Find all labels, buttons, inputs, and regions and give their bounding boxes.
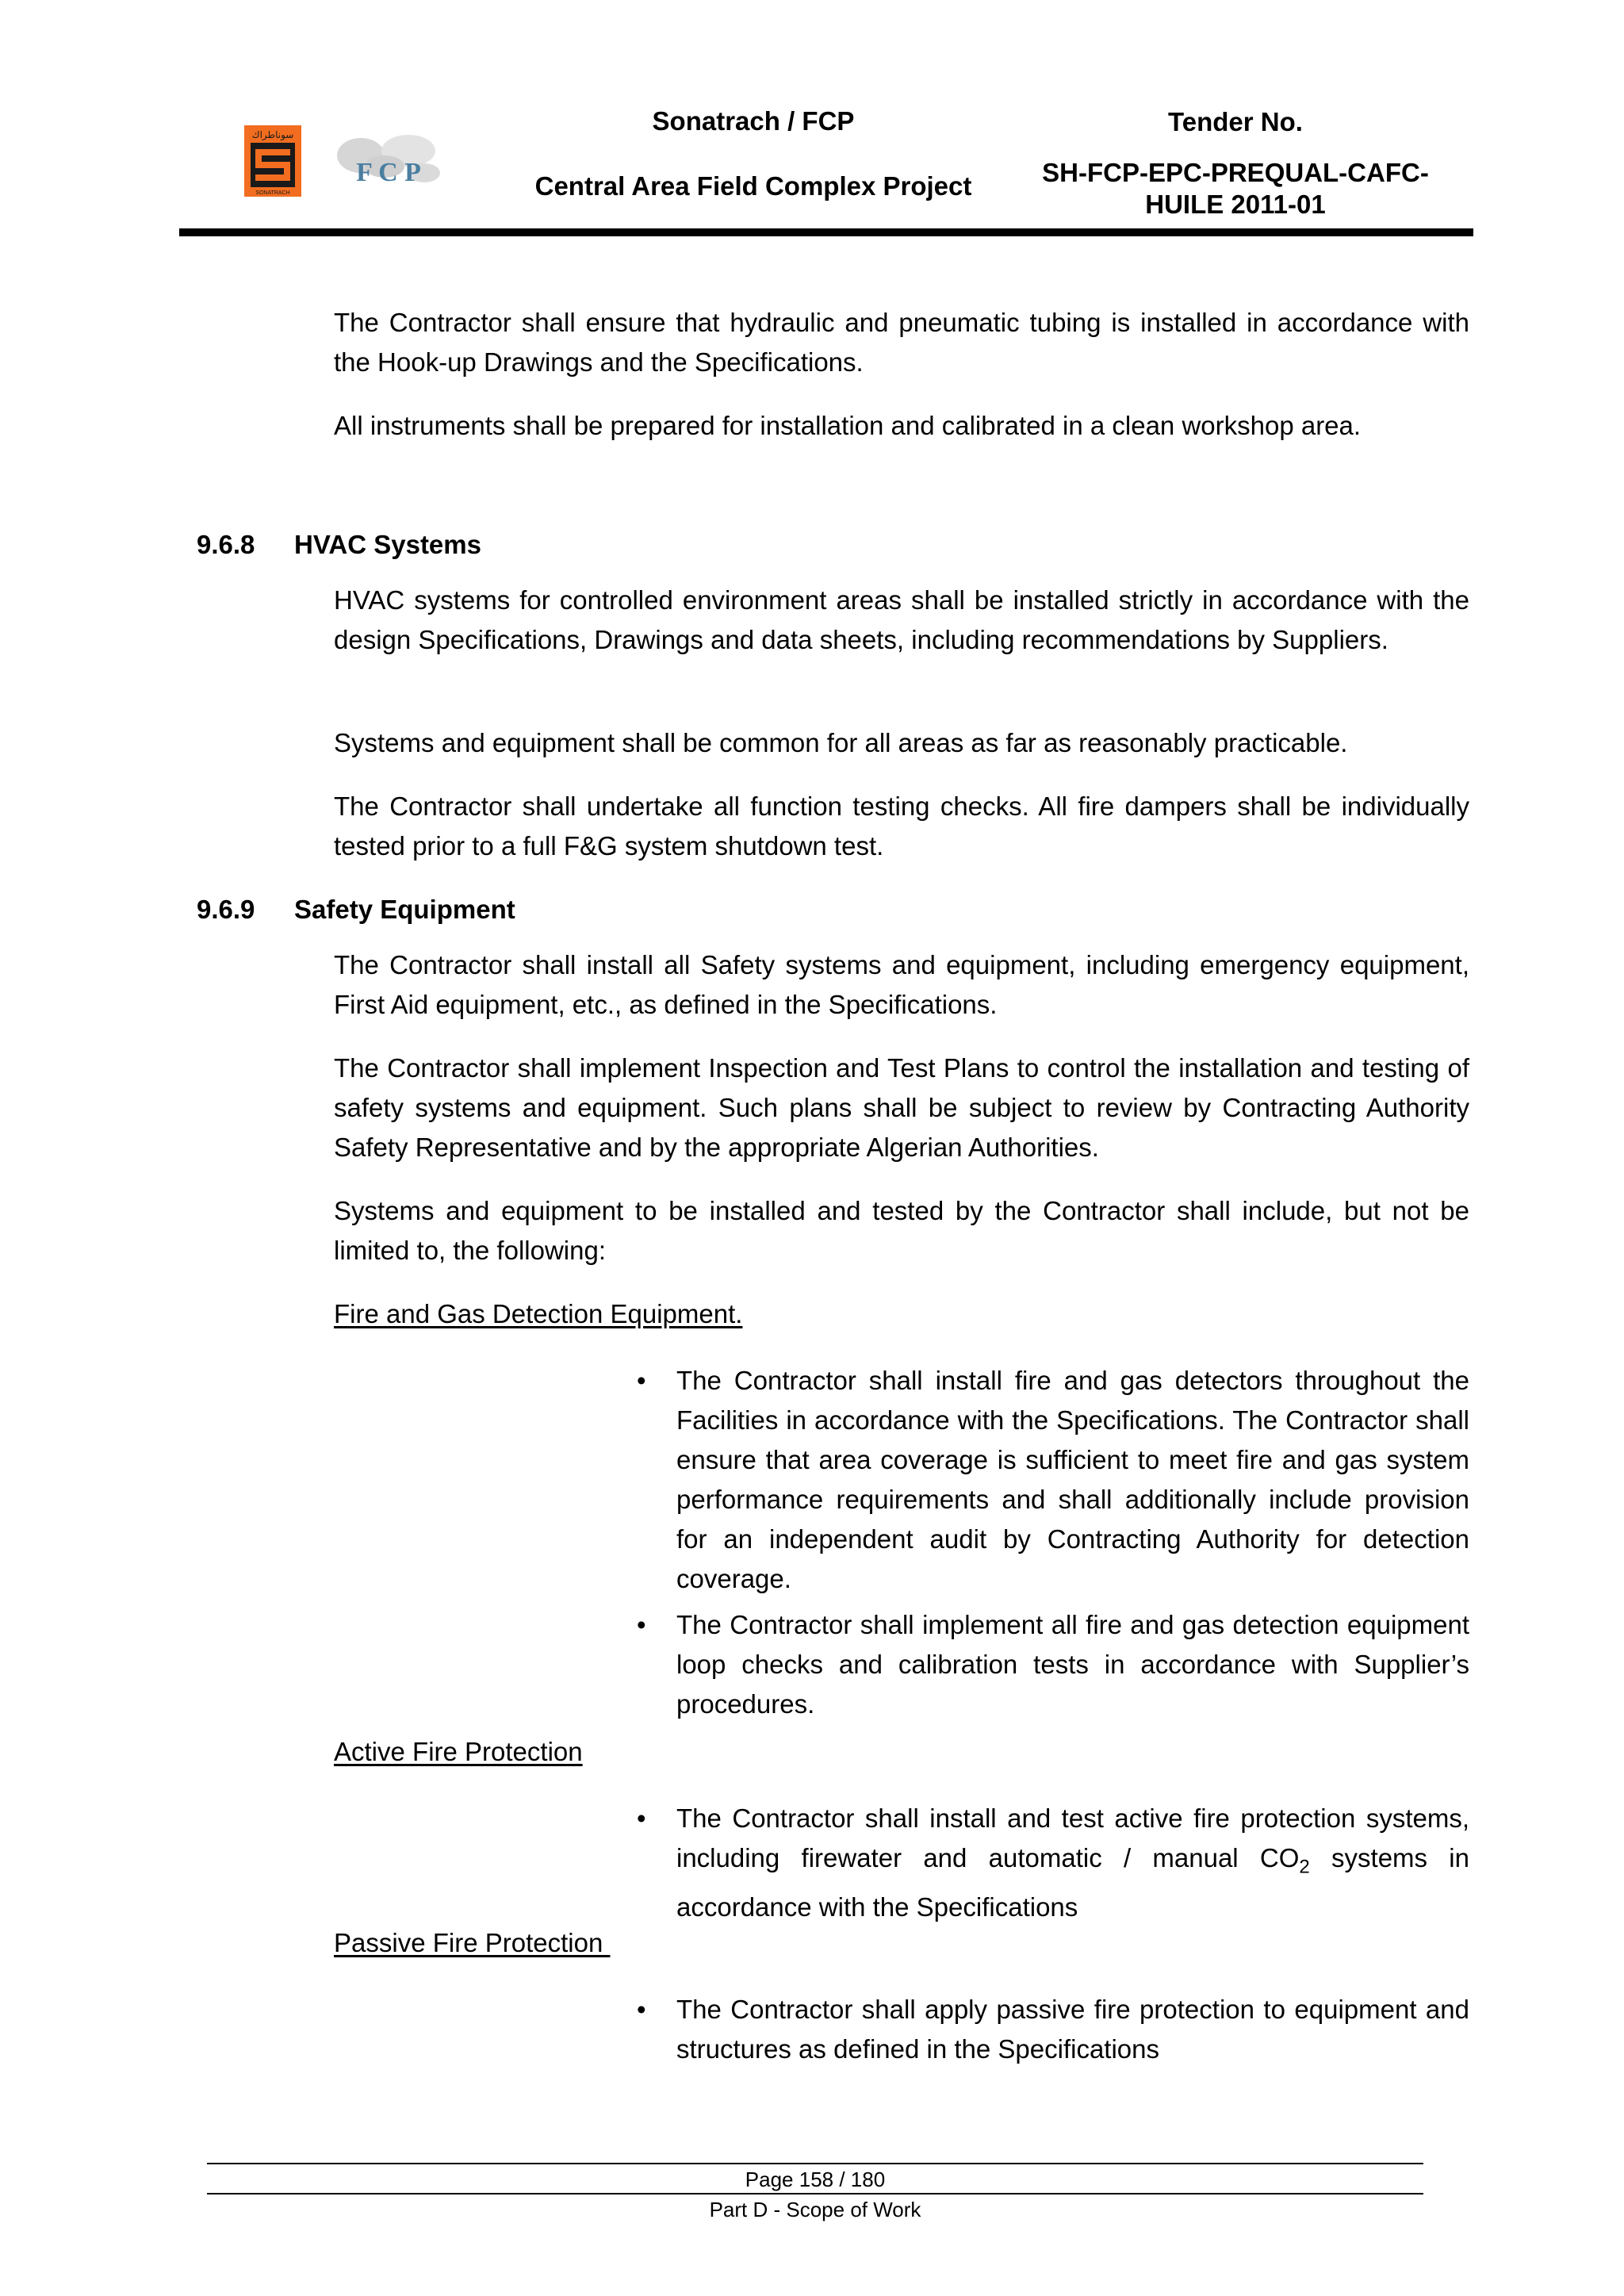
tender-number-line2: HUILE 2011-01 [1145, 190, 1326, 219]
paragraph-safety-itp: The Contractor shall implement Inspection and Test Plans to control the installation and testing of safety systems and equipment. Such plans shall be subject to review by Contracting Authority Safety Representative and by the appropriate Algerian Authorities. [334, 1053, 1469, 1162]
section-number-968: 9.6.8 [197, 530, 255, 559]
header-org: Sonatrach / FCP [652, 106, 855, 136]
footer-rule-bottom [207, 2193, 1423, 2194]
afp-text-post: systems in accordance with the Specifications [676, 1843, 1469, 1922]
bullet-active-fire-protection [676, 1799, 1469, 1927]
header-project: Central Area Field Complex Project [534, 171, 972, 201]
paragraph-hvac-testing: The Contractor shall undertake all function testing checks. All fire dampers shall be individually tested prior to a full F&G system shutdown test. [334, 792, 1469, 861]
bullet-passive-fire-protection: The Contractor shall apply passive fire protection to equipment and structures as defined in the Specifications [676, 1995, 1469, 2064]
bullet-marker: • [637, 1366, 646, 1395]
bullet-marker: • [637, 1803, 646, 1833]
heading-passive-fire-protection: Passive Fire Protection [334, 1928, 611, 1957]
section-number-969: 9.6.9 [197, 895, 255, 924]
paragraph-hvac-common: Systems and equipment shall be common for all areas as far as reasonably practicable. [334, 728, 1348, 757]
section-title-hvac: HVAC Systems [294, 530, 481, 559]
afp-text-pre: The Contractor shall install and test active fire protection systems, including firewater and automatic / manual CO [676, 1803, 1469, 1872]
paragraph-hvac-design: HVAC systems for controlled environment areas shall be installed strictly in accordance with the design Specifications, Drawings and data sheets, including recommendations by Suppliers. [334, 585, 1469, 654]
footer-rule-top [207, 2163, 1423, 2164]
paragraph-tubing: The Contractor shall ensure that hydraulic and pneumatic tubing is installed in accordance with the Hook-up Drawings and the Specifications. [334, 308, 1469, 377]
fcp-logo [329, 127, 448, 198]
header-rule [179, 228, 1473, 236]
paragraph-safety-install: The Contractor shall install all Safety systems and equipment, including emergency equipment, First Aid equipment, etc., as defined in the Specifications. [334, 950, 1469, 1019]
footer-page-number: Page 158 / 180 [745, 2168, 886, 2191]
section-title-safety: Safety Equipment [294, 895, 515, 924]
tender-label: Tender No. [1168, 107, 1303, 136]
tender-number [1023, 157, 1448, 220]
paragraph-safety-list: Systems and equipment to be installed and tested by the Contractor shall include, but not be limited to, the following: [334, 1196, 1469, 1265]
footer-part: Part D - Scope of Work [709, 2198, 921, 2221]
svg-text:سوناطراك: سوناطراك [251, 129, 294, 140]
svg-text:SONATRACH: SONATRACH [255, 190, 290, 196]
heading-fire-gas-detection: Fire and Gas Detection Equipment. [334, 1299, 743, 1328]
sonatrach-logo [244, 125, 301, 197]
svg-text:F C P: F C P [356, 158, 421, 187]
paragraph-instruments: All instruments shall be prepared for installation and calibrated in a clean workshop area. [334, 411, 1362, 440]
bullet-marker: • [637, 1610, 646, 1639]
bullet-fg-loop-checks: The Contractor shall implement all fire and gas detection equipment loop checks and calibration tests in accordance with Supplier’s procedures. [676, 1610, 1469, 1719]
bullet-fg-detectors: The Contractor shall install fire and gas detectors throughout the Facilities in accordance with the Specifications. The Contractor shall ensure that area coverage is sufficient to meet fire and gas system performance requirements and shall additionally include provision for an independent audit by Contracting Authority for detection coverage. [676, 1366, 1469, 1593]
co2-subscript: 2 [1299, 1856, 1310, 1878]
tender-number-line1: SH-FCP-EPC-PREQUAL-CAFC- [1042, 158, 1429, 187]
heading-active-fire-protection: Active Fire Protection [334, 1737, 583, 1766]
bullet-marker: • [637, 1995, 646, 2024]
